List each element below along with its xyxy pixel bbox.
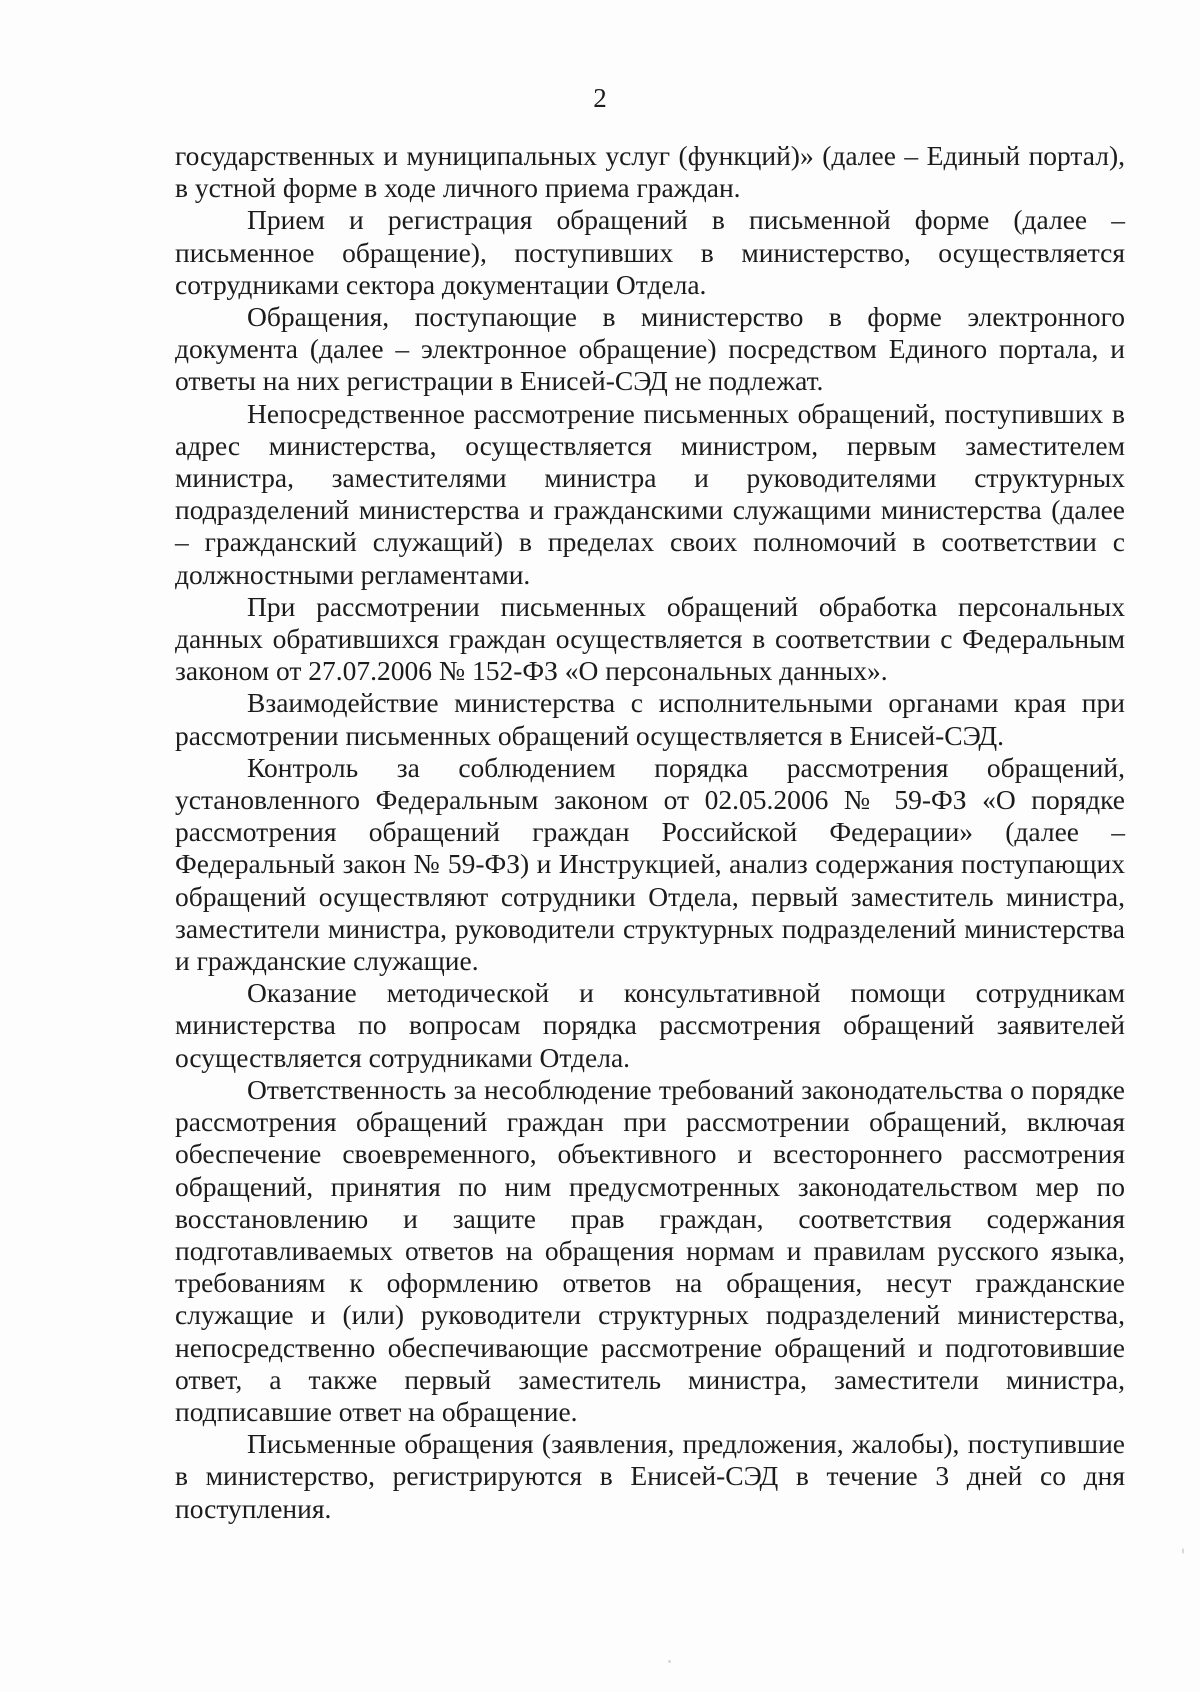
page-number: 2 <box>593 83 607 113</box>
scan-speck <box>668 1660 671 1663</box>
paragraph-10: Письменные обращения (заявления, предложения, жалобы), поступившие в министерство, регистрируются в Енисей-СЭД в течение 3 дней со дня поступления. <box>175 1428 1125 1524</box>
paragraph-3: Обращения, поступающие в министерство в форме электронного документа (далее – электронное обращение) посредством Единого портала, и ответы на них регистрации в Енисей-СЭД не подлежат. <box>175 301 1125 397</box>
paragraph-1: государственных и муниципальных услуг (функций)» (далее – Единый портал), в устной форме в ходе личного приема граждан. <box>175 140 1125 204</box>
scan-speck <box>1182 1548 1184 1554</box>
paragraph-8: Оказание методической и консультативной помощи сотрудникам министерства по вопросам порядка рассмотрения обращений заявителей осуществляется сотрудниками Отдела. <box>175 977 1125 1073</box>
paragraph-6: Взаимодействие министерства с исполнительными органами края при рассмотрении письменных обращений осуществляется в Енисей-СЭД. <box>175 687 1125 751</box>
document-body <box>175 140 1125 1525</box>
paragraph-2: Прием и регистрация обращений в письменной форме (далее – письменное обращение), поступивших в министерство, осуществляется сотрудниками сектора документации Отдела. <box>175 204 1125 300</box>
paragraph-5: При рассмотрении письменных обращений обработка персональных данных обратившихся граждан осуществляется в соответствии с Федеральным законом от 27.07.2006 № 152-ФЗ «О персональных данных». <box>175 590 1125 687</box>
paragraph-4: Непосредственное рассмотрение письменных обращений, поступивших в адрес министерства, осуществляется министром, первым заместителем министра, заместителями министра и руководителями структурных подразделений министерства и гражданскими служащими министерства (далее – гражданский служащий) в пределах своих полномочий в соответствии с должностными регламентами. <box>175 397 1125 590</box>
paragraph-7: Контроль за соблюдением порядка рассмотрения обращений, установленного Федеральным законом от 02.05.2006 № 59-ФЗ «О порядке рассмотрения обращений граждан Российской Федерации» (далее – Федеральный закон № 59-ФЗ) и Инструкцией, анализ содержания поступающих обращений осуществляют сотрудники Отдела, первый заместитель министра, заместители министра, руководители структурных подразделений министерства и гражданские служащие. <box>175 751 1125 977</box>
paragraph-9: Ответственность за несоблюдение требований законодательства о порядке рассмотрения обращений граждан при рассмотрении обращений, включая обеспечение своевременного, объективного и всестороннего рассмотрения обращений, принятия по ним предусмотренных законодательством мер по восстановлению и защите прав граждан, соответствия содержания подготавливаемых ответов на обращения нормам и правилам русского языка, требованиям к оформлению ответов на обращения, несут гражданские служащие и (или) руководители структурных подразделений министерства, непосредственно обеспечивающие рассмотрение обращений и подготовившие ответ, а также первый заместитель министра, заместители министра, подписавшие ответ на обращение. <box>175 1073 1125 1427</box>
